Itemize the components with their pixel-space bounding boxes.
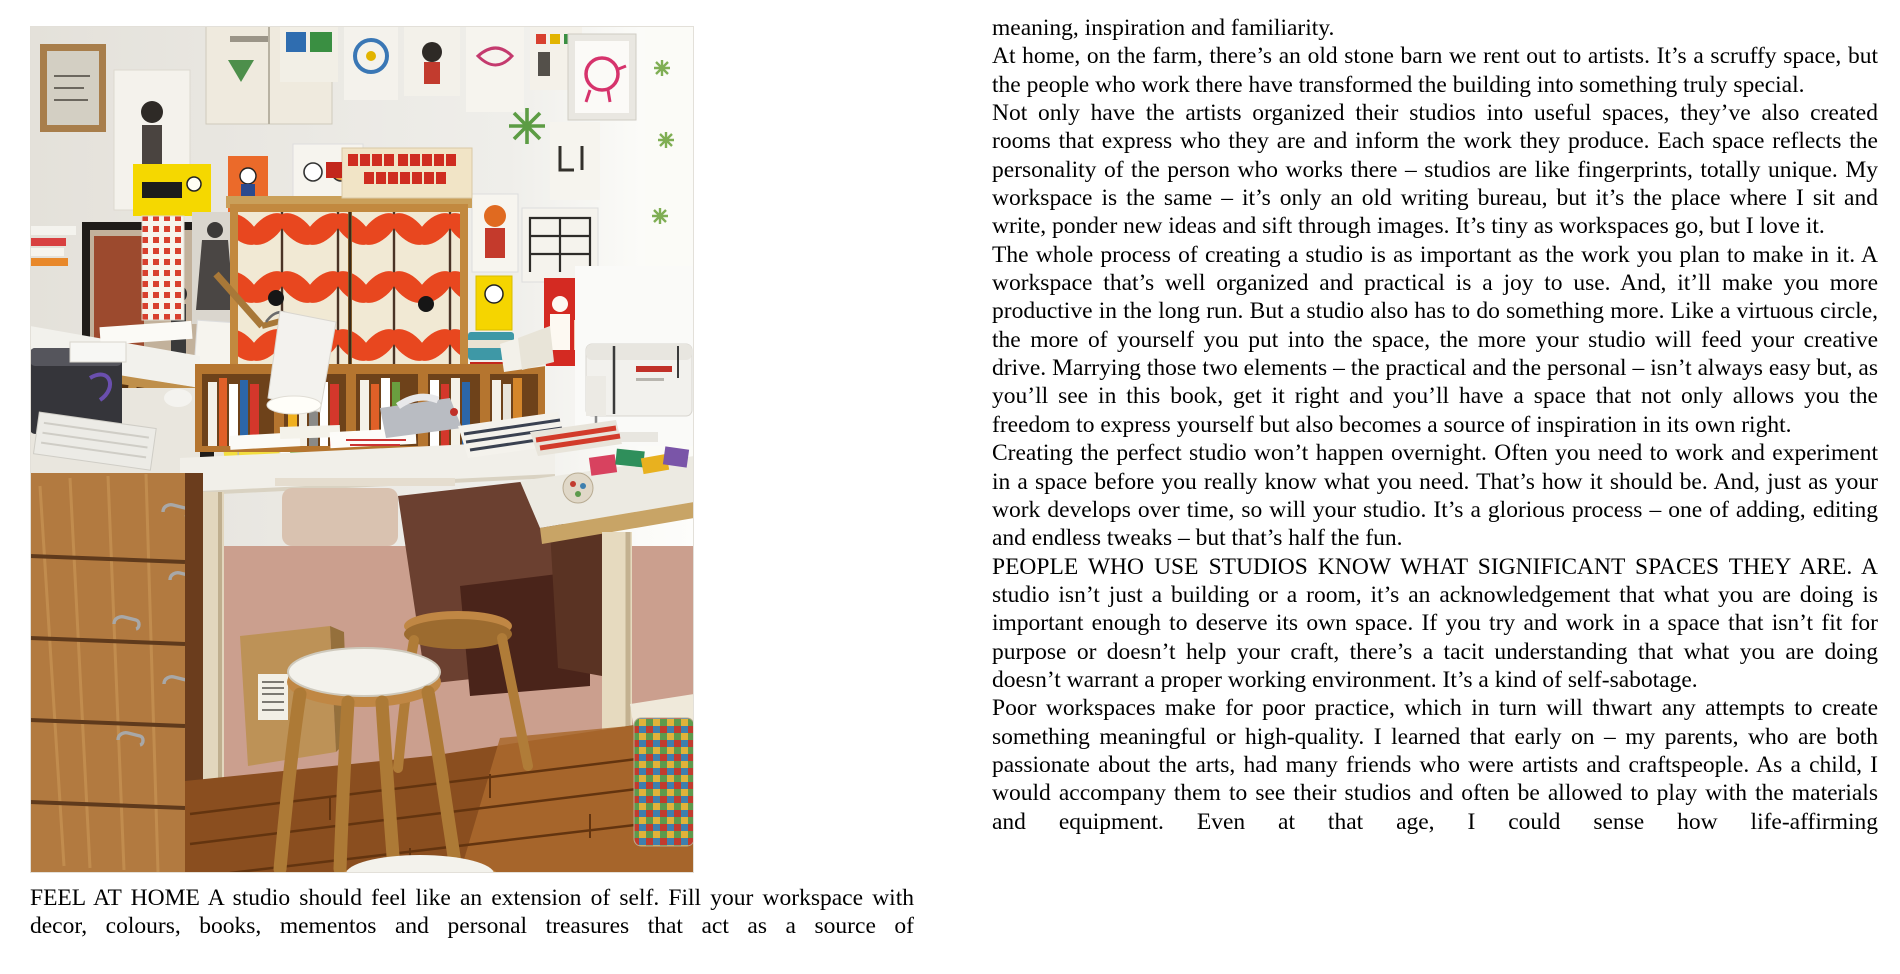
paragraph: At home, on the farm, there’s an old stone barn we rent out to artists. It’s a scruffy space, but the people who work there have transformed the building into something truly special. xyxy=(992,43,1878,98)
pattern-cabinet xyxy=(226,196,472,386)
paragraph: meaning, inspiration and familiarity. xyxy=(992,15,1335,41)
paragraph: PEOPLE WHO USE STUDIOS KNOW WHAT SIGNIFICANT SPACES THEY ARE. A studio isn’t just a building or a room, it’s an acknowledgement that what you are doing is important enough to deserve its own space. If you try and work in a space that isn’t fit for purpose or doesn’t help your craft, there’s a tacit understanding that what you are doing doesn’t warrant a proper working environment. It’s a kind of self-sabotage. xyxy=(992,553,1878,693)
photo-caption: FEEL AT HOME A studio should feel like an extension of self. Fill your workspace with decor, colours, books, mementos and personal treasures that act as a source of xyxy=(30,885,914,940)
paragraph: The whole process of creating a studio is as important as the work you plan to make in it. A workspace that’s well organized and practical is a joy to use. And, it’ll make you more productive in the long run. But a studio also has to do something more. Like a virtuous circle, the more of yourself you put into the space, the more your studio will feed your creative drive. Marrying those two elements – the practical and the personal – isn’t always easy but, as you’ll see in this book, get it right and you’ll have a space that not only allows you the freedom to express yourself but also becomes a source of inspiration in its own right. xyxy=(992,241,1878,438)
right-page xyxy=(992,14,1878,836)
paragraph: Creating the perfect studio won’t happen overnight. Often you need to work and experiment in a space before you really know what you need. That’s how it should be. And, just as your work develops over time, so will your studio. It’s a glorious process – one of adding, editing and endless tweaks – but that’s half the fun. xyxy=(992,440,1878,552)
storage-basket xyxy=(630,694,694,846)
paragraph: Not only have the artists organized their studios into useful spaces, they’ve also created rooms that express who they are and inform the work they produce. Each space reflects the personality of the person who works there – studios are like fingerprints, totally unique. My workspace is the same – it’s only an old writing bureau, but it’s the place where I sit and write, ponder new ideas and sift through images. It’s tiny as workspaces go, but I love it. xyxy=(992,100,1878,240)
drawer-unit xyxy=(30,473,203,873)
paragraph: Poor workspaces make for poor practice, which in turn will thwart any attempts to create something meaningful or high-quality. I learned that early on – my parents, who are both passionate about the arts, had many friends who were artists and craftspeople. As a child, I would accompany them to see their studios and often be allowed to play with the materials and equipment. Even at that age, I could sense how life-affirming xyxy=(992,695,1878,835)
sewing-machine xyxy=(575,266,694,446)
left-page xyxy=(30,26,914,941)
right-page-text xyxy=(992,14,1878,836)
studio-photo xyxy=(30,26,694,873)
studio-photo-figure xyxy=(30,26,914,941)
